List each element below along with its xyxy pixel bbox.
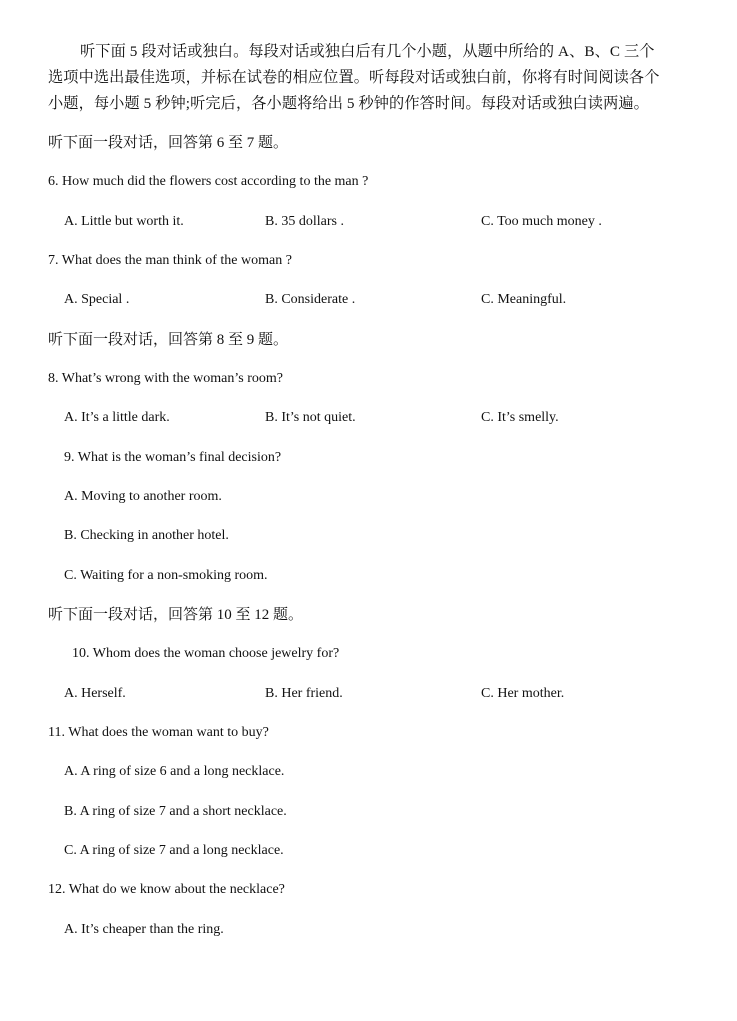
question-7-option-c[interactable]: C. Meaningful. xyxy=(481,292,567,307)
question-10-option-b[interactable]: B. Her friend. xyxy=(265,686,343,701)
question-12-stem: 12. What do we know about the necklace? xyxy=(48,882,285,897)
question-7-stem: 7. What does the man think of the woman ? xyxy=(48,253,292,268)
question-6-option-c[interactable]: C. Too much money . xyxy=(481,214,602,229)
question-6-option-a[interactable]: A. Little but worth it. xyxy=(64,214,184,229)
question-11-option-b[interactable]: B. A ring of size 7 and a short necklace. xyxy=(64,804,287,819)
question-7-option-a[interactable]: A. Special . xyxy=(64,292,130,307)
question-8-option-a[interactable]: A. It’s a little dark. xyxy=(64,410,170,425)
question-8-option-b[interactable]: B. It’s not quiet. xyxy=(265,410,356,425)
intro-line-3: 小题，每小题 5 秒钟;听完后，各小题将给出 5 秒钟的作答时间。每段对话或独白读两遍。 xyxy=(48,95,649,112)
section-heading-1: 听下面一段对话，回答第 6 至 7 题。 xyxy=(48,135,289,151)
question-11-option-c[interactable]: C. A ring of size 7 and a long necklace. xyxy=(64,843,284,858)
question-9-stem: 9. What is the woman’s final decision? xyxy=(64,450,282,465)
intro-line-2: 选项中选出最佳选项，并标在试卷的相应位置。听每段对话或独白前，你将有时间阅读各个 xyxy=(48,69,660,86)
question-8-option-c[interactable]: C. It’s smelly. xyxy=(481,410,559,425)
question-9-option-a[interactable]: A. Moving to another room. xyxy=(64,489,222,504)
section-heading-3: 听下面一段对话，回答第 10 至 12 题。 xyxy=(48,607,304,623)
question-9-option-c[interactable]: C. Waiting for a non-smoking room. xyxy=(64,568,268,583)
question-10-stem: 10. Whom does the woman choose jewelry for? xyxy=(72,646,340,661)
question-8-stem: 8. What’s wrong with the woman’s room? xyxy=(48,371,283,386)
question-11-stem: 11. What does the woman want to buy? xyxy=(48,725,269,740)
question-10-option-a[interactable]: A. Herself. xyxy=(64,686,126,701)
question-7-option-b[interactable]: B. Considerate . xyxy=(265,292,356,307)
question-6-option-b[interactable]: B. 35 dollars . xyxy=(265,214,344,229)
question-6-stem: 6. How much did the flowers cost according to the man ? xyxy=(48,174,369,189)
question-11-option-a[interactable]: A. A ring of size 6 and a long necklace. xyxy=(64,764,285,779)
section-heading-2: 听下面一段对话，回答第 8 至 9 题。 xyxy=(48,332,289,348)
question-10-option-c[interactable]: C. Her mother. xyxy=(481,686,565,701)
intro-line-1: 听下面 5 段对话或独白。每段对话或独白后有几个小题，从题中所给的 A、B、C 三个 xyxy=(80,43,655,60)
question-9-option-b[interactable]: B. Checking in another hotel. xyxy=(64,528,229,543)
question-12-option-a[interactable]: A. It’s cheaper than the ring. xyxy=(64,922,224,937)
